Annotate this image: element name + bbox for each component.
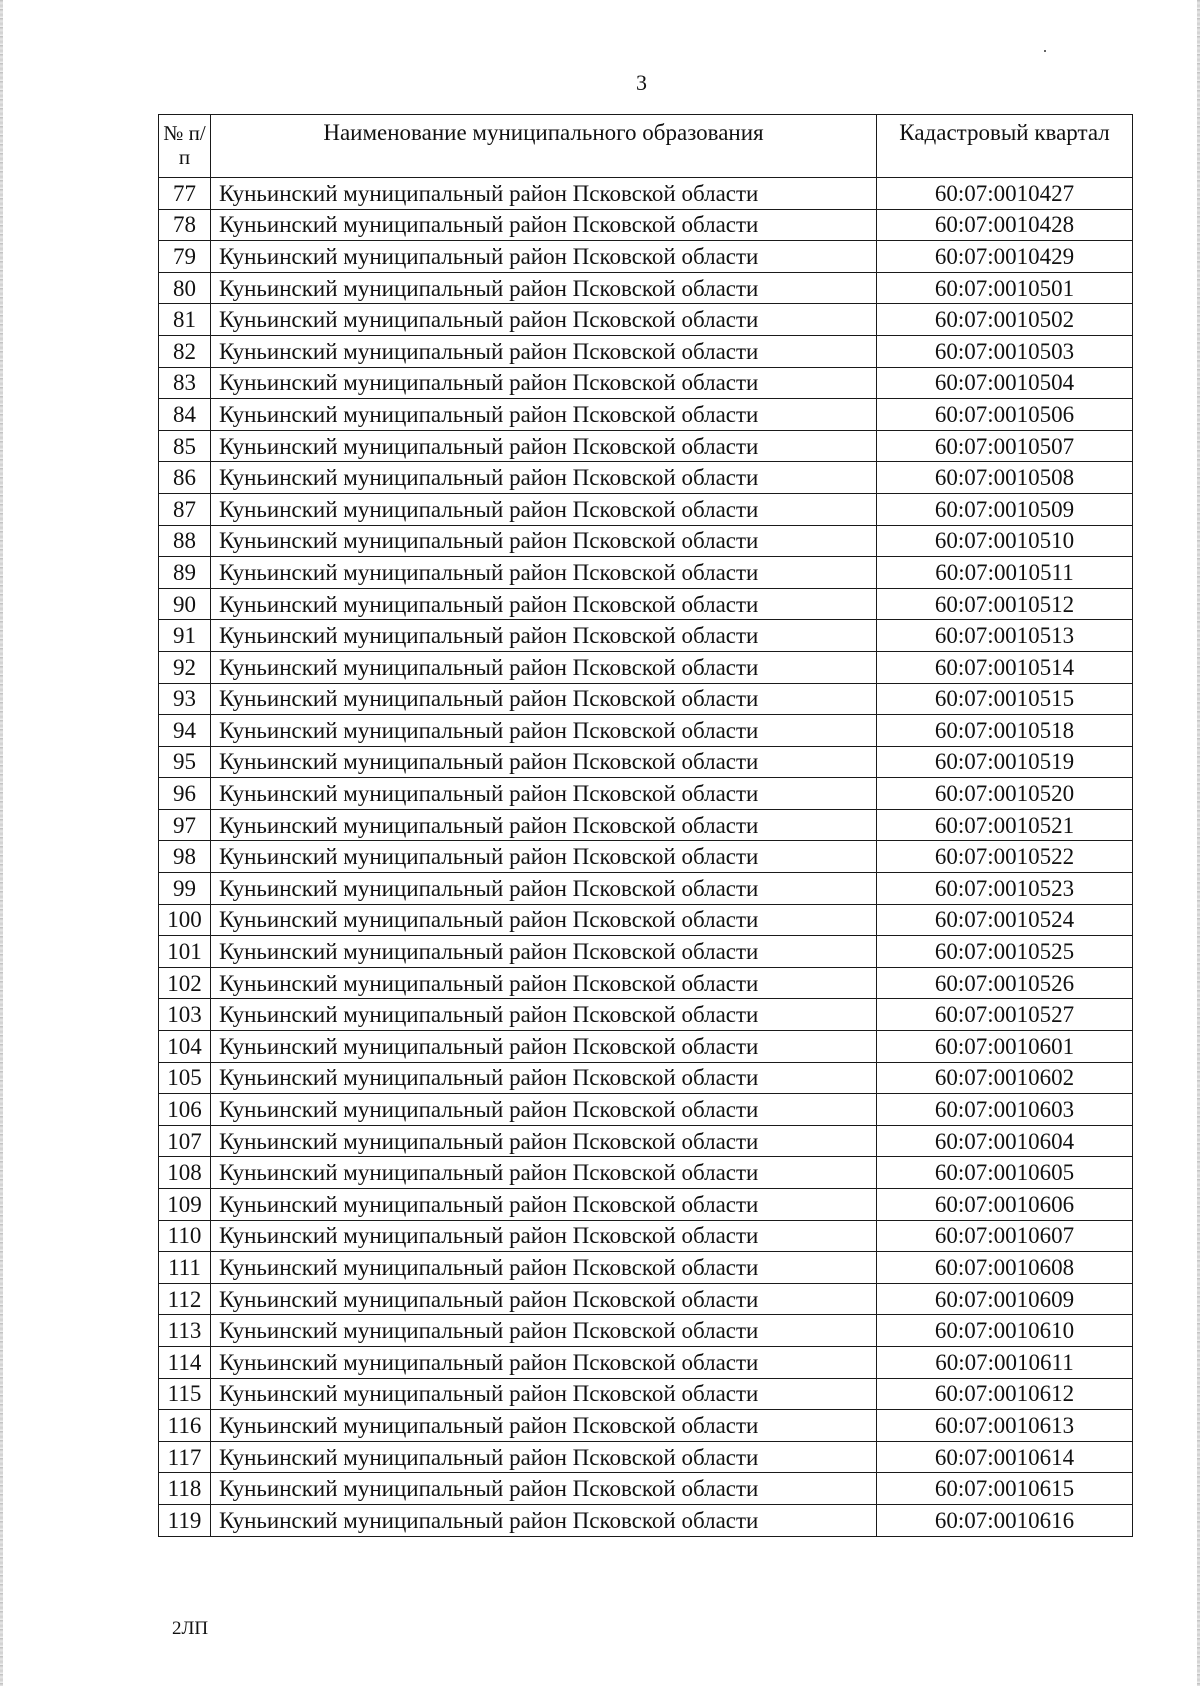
table-row <box>159 1378 1133 1410</box>
row-name: Куньинский муниципальный район Псковской области <box>211 241 877 273</box>
table-row <box>159 209 1133 241</box>
row-num: 87 <box>159 493 211 525</box>
row-cadastral: 60:07:0010526 <box>877 967 1133 999</box>
table-row <box>159 399 1133 431</box>
row-name: Куньинский муниципальный район Псковской области <box>211 841 877 873</box>
table-row <box>159 178 1133 210</box>
table-row <box>159 304 1133 336</box>
table-row <box>159 873 1133 905</box>
row-num: 85 <box>159 430 211 462</box>
row-name: Куньинский муниципальный район Псковской области <box>211 1473 877 1505</box>
row-cadastral: 60:07:0010514 <box>877 651 1133 683</box>
row-num: 99 <box>159 873 211 905</box>
table-row <box>159 620 1133 652</box>
table-row <box>159 430 1133 462</box>
row-num: 116 <box>159 1410 211 1442</box>
row-num: 89 <box>159 557 211 589</box>
row-name: Куньинский муниципальный район Псковской области <box>211 272 877 304</box>
row-name: Куньинский муниципальный район Псковской области <box>211 1283 877 1315</box>
row-num: 102 <box>159 967 211 999</box>
row-num: 109 <box>159 1189 211 1221</box>
page-number: 3 <box>636 70 647 95</box>
header-num: № п/п <box>159 115 211 178</box>
row-cadastral: 60:07:0010521 <box>877 809 1133 841</box>
table-row <box>159 272 1133 304</box>
row-cadastral: 60:07:0010520 <box>877 778 1133 810</box>
row-name: Куньинский муниципальный район Псковской области <box>211 1504 877 1536</box>
table-row <box>159 335 1133 367</box>
row-name: Куньинский муниципальный район Псковской области <box>211 304 877 336</box>
row-num: 79 <box>159 241 211 273</box>
row-cadastral: 60:07:0010506 <box>877 399 1133 431</box>
cadastral-register-table <box>158 114 1133 1537</box>
row-name: Куньинский муниципальный район Псковской области <box>211 367 877 399</box>
row-num: 90 <box>159 588 211 620</box>
row-cadastral: 60:07:0010504 <box>877 367 1133 399</box>
row-num: 82 <box>159 335 211 367</box>
row-cadastral: 60:07:0010612 <box>877 1378 1133 1410</box>
row-name: Куньинский муниципальный район Псковской области <box>211 1252 877 1284</box>
table-row <box>159 746 1133 778</box>
table-row <box>159 557 1133 589</box>
row-name: Куньинский муниципальный район Псковской области <box>211 873 877 905</box>
table-row <box>159 904 1133 936</box>
footer-code: 2ЛП <box>172 1618 209 1639</box>
table-row <box>159 367 1133 399</box>
row-name: Куньинский муниципальный район Псковской области <box>211 746 877 778</box>
row-name: Куньинский муниципальный район Псковской области <box>211 904 877 936</box>
table-row <box>159 1189 1133 1221</box>
row-name: Куньинский муниципальный район Псковской области <box>211 651 877 683</box>
scan-dot-mark <box>1044 50 1046 52</box>
table-row <box>159 809 1133 841</box>
row-num: 100 <box>159 904 211 936</box>
row-name: Куньинский муниципальный район Псковской области <box>211 999 877 1031</box>
row-num: 98 <box>159 841 211 873</box>
row-num: 94 <box>159 715 211 747</box>
table-row <box>159 999 1133 1031</box>
row-cadastral: 60:07:0010601 <box>877 1031 1133 1063</box>
row-name: Куньинский муниципальный район Псковской области <box>211 335 877 367</box>
row-name: Куньинский муниципальный район Псковской области <box>211 1094 877 1126</box>
row-name: Куньинский муниципальный район Псковской области <box>211 1189 877 1221</box>
row-cadastral: 60:07:0010615 <box>877 1473 1133 1505</box>
header-cadastral: Кадастровый квартал <box>877 115 1133 178</box>
row-cadastral: 60:07:0010509 <box>877 493 1133 525</box>
row-name: Куньинский муниципальный район Псковской области <box>211 1125 877 1157</box>
table-row <box>159 1062 1133 1094</box>
row-num: 84 <box>159 399 211 431</box>
row-cadastral: 60:07:0010611 <box>877 1346 1133 1378</box>
table-row <box>159 1252 1133 1284</box>
table-row <box>159 1031 1133 1063</box>
row-name: Куньинский муниципальный район Псковской области <box>211 430 877 462</box>
row-cadastral: 60:07:0010513 <box>877 620 1133 652</box>
row-num: 77 <box>159 178 211 210</box>
table-row <box>159 651 1133 683</box>
row-cadastral: 60:07:0010609 <box>877 1283 1133 1315</box>
row-name: Куньинский муниципальный район Псковской области <box>211 1031 877 1063</box>
row-name: Куньинский муниципальный район Псковской области <box>211 936 877 968</box>
row-cadastral: 60:07:0010605 <box>877 1157 1133 1189</box>
row-name: Куньинский муниципальный район Псковской области <box>211 178 877 210</box>
row-cadastral: 60:07:0010610 <box>877 1315 1133 1347</box>
table-body <box>159 178 1133 1537</box>
row-num: 93 <box>159 683 211 715</box>
row-name: Куньинский муниципальный район Псковской области <box>211 1062 877 1094</box>
row-name: Куньинский муниципальный район Псковской области <box>211 557 877 589</box>
row-cadastral: 60:07:0010523 <box>877 873 1133 905</box>
row-name: Куньинский муниципальный район Псковской области <box>211 778 877 810</box>
table-row <box>159 778 1133 810</box>
row-name: Куньинский муниципальный район Псковской области <box>211 493 877 525</box>
row-num: 103 <box>159 999 211 1031</box>
row-cadastral: 60:07:0010604 <box>877 1125 1133 1157</box>
row-num: 118 <box>159 1473 211 1505</box>
row-num: 101 <box>159 936 211 968</box>
row-num: 107 <box>159 1125 211 1157</box>
row-name: Куньинский муниципальный район Псковской области <box>211 399 877 431</box>
row-name: Куньинский муниципальный район Псковской области <box>211 967 877 999</box>
table-row <box>159 1157 1133 1189</box>
row-cadastral: 60:07:0010608 <box>877 1252 1133 1284</box>
row-name: Куньинский муниципальный район Псковской области <box>211 1157 877 1189</box>
row-cadastral: 60:07:0010602 <box>877 1062 1133 1094</box>
row-cadastral: 60:07:0010607 <box>877 1220 1133 1252</box>
row-cadastral: 60:07:0010518 <box>877 715 1133 747</box>
row-cadastral: 60:07:0010603 <box>877 1094 1133 1126</box>
table-row <box>159 841 1133 873</box>
row-num: 112 <box>159 1283 211 1315</box>
table-row <box>159 1125 1133 1157</box>
table-row <box>159 683 1133 715</box>
table-row <box>159 1094 1133 1126</box>
row-name: Куньинский муниципальный район Псковской области <box>211 462 877 494</box>
table-row <box>159 1220 1133 1252</box>
row-cadastral: 60:07:0010502 <box>877 304 1133 336</box>
row-name: Куньинский муниципальный район Псковской области <box>211 1410 877 1442</box>
row-name: Куньинский муниципальный район Псковской области <box>211 1441 877 1473</box>
row-cadastral: 60:07:0010606 <box>877 1189 1133 1221</box>
row-num: 110 <box>159 1220 211 1252</box>
row-num: 111 <box>159 1252 211 1284</box>
row-num: 104 <box>159 1031 211 1063</box>
table-row <box>159 715 1133 747</box>
row-cadastral: 60:07:0010429 <box>877 241 1133 273</box>
row-num: 117 <box>159 1441 211 1473</box>
row-cadastral: 60:07:0010508 <box>877 462 1133 494</box>
row-name: Куньинский муниципальный район Псковской области <box>211 620 877 652</box>
row-cadastral: 60:07:0010613 <box>877 1410 1133 1442</box>
row-num: 96 <box>159 778 211 810</box>
row-num: 80 <box>159 272 211 304</box>
row-name: Куньинский муниципальный район Псковской области <box>211 1346 877 1378</box>
row-name: Куньинский муниципальный район Псковской области <box>211 715 877 747</box>
row-name: Куньинский муниципальный район Псковской области <box>211 525 877 557</box>
row-num: 88 <box>159 525 211 557</box>
row-cadastral: 60:07:0010507 <box>877 430 1133 462</box>
table-row <box>159 462 1133 494</box>
row-name: Куньинский муниципальный район Псковской области <box>211 1378 877 1410</box>
row-num: 108 <box>159 1157 211 1189</box>
table-row <box>159 1441 1133 1473</box>
table-row <box>159 1504 1133 1536</box>
header-name: Наименование муниципального образования <box>211 115 877 178</box>
row-num: 86 <box>159 462 211 494</box>
table-header-row <box>159 115 1133 178</box>
row-cadastral: 60:07:0010515 <box>877 683 1133 715</box>
row-cadastral: 60:07:0010614 <box>877 1441 1133 1473</box>
row-num: 78 <box>159 209 211 241</box>
table-row <box>159 967 1133 999</box>
row-cadastral: 60:07:0010525 <box>877 936 1133 968</box>
table-row <box>159 493 1133 525</box>
row-cadastral: 60:07:0010616 <box>877 1504 1133 1536</box>
table-row <box>159 1473 1133 1505</box>
row-cadastral: 60:07:0010527 <box>877 999 1133 1031</box>
table-row <box>159 1315 1133 1347</box>
row-name: Куньинский муниципальный район Псковской области <box>211 209 877 241</box>
row-num: 114 <box>159 1346 211 1378</box>
table-row <box>159 1346 1133 1378</box>
table-row <box>159 1410 1133 1442</box>
row-num: 113 <box>159 1315 211 1347</box>
row-name: Куньинский муниципальный район Псковской области <box>211 1315 877 1347</box>
scan-edge-left <box>0 0 3 1686</box>
row-name: Куньинский муниципальный район Псковской области <box>211 1220 877 1252</box>
table-row <box>159 241 1133 273</box>
row-cadastral: 60:07:0010428 <box>877 209 1133 241</box>
row-cadastral: 60:07:0010503 <box>877 335 1133 367</box>
row-num: 105 <box>159 1062 211 1094</box>
row-cadastral: 60:07:0010519 <box>877 746 1133 778</box>
row-cadastral: 60:07:0010512 <box>877 588 1133 620</box>
table-row <box>159 936 1133 968</box>
row-cadastral: 60:07:0010524 <box>877 904 1133 936</box>
table-row <box>159 1283 1133 1315</box>
row-num: 115 <box>159 1378 211 1410</box>
row-name: Куньинский муниципальный район Псковской области <box>211 588 877 620</box>
row-name: Куньинский муниципальный район Псковской области <box>211 683 877 715</box>
row-num: 81 <box>159 304 211 336</box>
row-cadastral: 60:07:0010501 <box>877 272 1133 304</box>
row-num: 119 <box>159 1504 211 1536</box>
table-row <box>159 525 1133 557</box>
row-num: 91 <box>159 620 211 652</box>
row-cadastral: 60:07:0010510 <box>877 525 1133 557</box>
row-cadastral: 60:07:0010427 <box>877 178 1133 210</box>
row-num: 83 <box>159 367 211 399</box>
row-name: Куньинский муниципальный район Псковской области <box>211 809 877 841</box>
row-num: 92 <box>159 651 211 683</box>
row-num: 106 <box>159 1094 211 1126</box>
row-cadastral: 60:07:0010511 <box>877 557 1133 589</box>
row-num: 97 <box>159 809 211 841</box>
row-cadastral: 60:07:0010522 <box>877 841 1133 873</box>
row-num: 95 <box>159 746 211 778</box>
table-row <box>159 588 1133 620</box>
